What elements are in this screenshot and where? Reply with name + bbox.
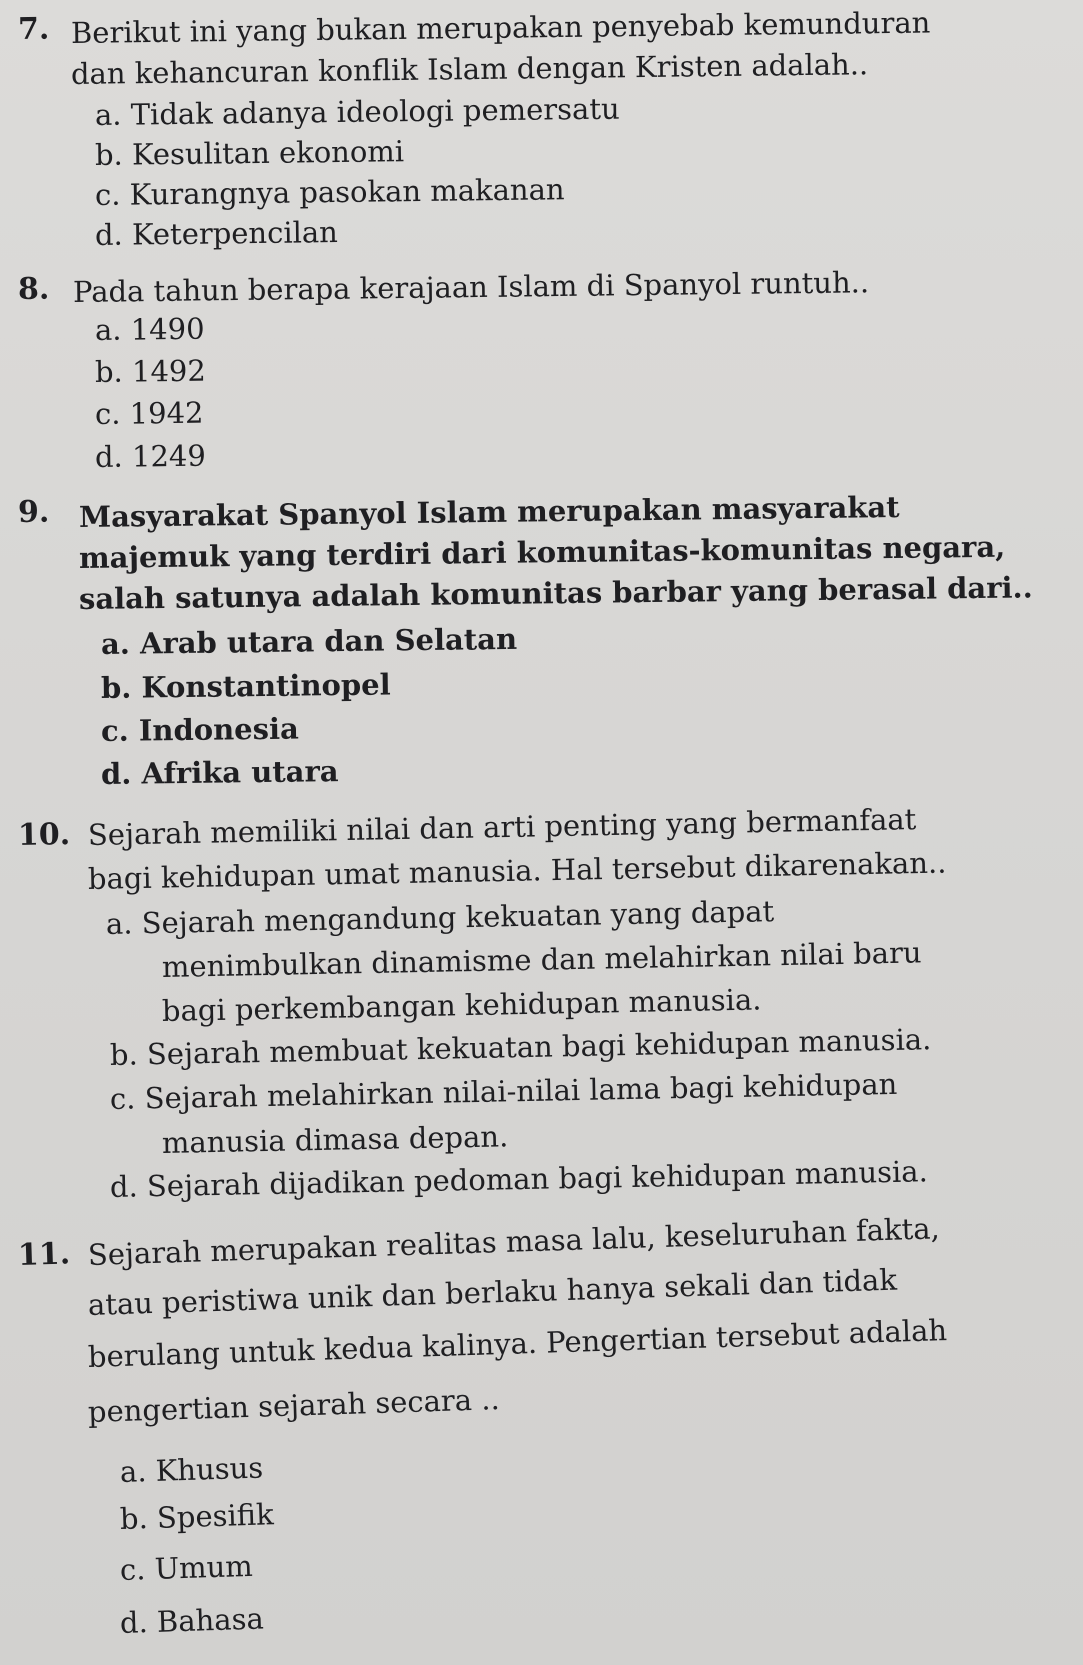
answer-option[interactable]: a. 1490 bbox=[94, 311, 205, 347]
answer-option[interactable]: c. Kurangnya pasokan makanan bbox=[94, 172, 565, 212]
question-text-line bbox=[79, 489, 972, 535]
question-text-line: Sejarah merupakan realitas masa lalu, keseluruhan fakta, bbox=[87, 1211, 941, 1272]
answer-option-continuation: manusia dimasa depan. bbox=[161, 1119, 509, 1160]
answer-option-continuation: menimbulkan dinamisme dan melahirkan nilai baru bbox=[161, 935, 922, 984]
answer-option[interactable]: c. Umum bbox=[119, 1548, 254, 1587]
answer-option[interactable]: b. Kesulitan ekonomi bbox=[94, 134, 405, 172]
question-text-line: pengertian sejarah secara .. bbox=[87, 1382, 501, 1429]
question-text-line: atau peristiwa unik dan berlaku hanya sekali dan tidak bbox=[87, 1262, 898, 1322]
answer-option[interactable]: a. Tidak adanya ideologi pemersatu bbox=[94, 91, 620, 132]
question-number: 9. bbox=[17, 494, 50, 530]
answer-option[interactable]: a. Sejarah mengandung kekuatan yang dapat bbox=[105, 894, 775, 941]
answer-option[interactable]: d. 1249 bbox=[94, 438, 207, 474]
question-number: 10. bbox=[17, 817, 71, 853]
question-text-line: Sejarah memiliki nilai dan arti penting yang bermanfaat bbox=[87, 802, 917, 852]
answer-option[interactable]: b. Sejarah membuat kekuatan bagi kehidupan manusia. bbox=[109, 1022, 932, 1072]
question-text-line: Masyarakat Spanyol Islam merupakan masyarakat bbox=[78, 489, 900, 534]
answer-option[interactable]: a. Khusus bbox=[119, 1450, 264, 1489]
question-text-line: bagi kehidupan umat manusia. Hal tersebut dikarenakan.. bbox=[87, 845, 947, 896]
answer-option[interactable]: b. Konstantinopel bbox=[100, 667, 391, 705]
answer-option[interactable]: a. Arab utara dan Selatan bbox=[100, 621, 518, 661]
answer-option[interactable]: d. Sejarah dijadikan pedoman bagi kehidupan manusia. bbox=[109, 1154, 929, 1204]
answer-option[interactable]: d. Bahasa bbox=[119, 1601, 265, 1640]
question-text-line: berulang untuk kedua kalinya. Pengertian tersebut adalah bbox=[87, 1313, 948, 1374]
answer-option[interactable]: c. Indonesia bbox=[100, 711, 299, 748]
question-text-line: dan kehancuran konflik Islam dengan Kristen adalah.. bbox=[70, 47, 869, 91]
question-text-line: salah satunya adalah komunitas barbar yang berasal dari.. bbox=[78, 570, 1033, 616]
question-number: 11. bbox=[17, 1236, 71, 1273]
answer-option[interactable]: b. 1492 bbox=[94, 353, 207, 389]
question-number: 8. bbox=[17, 271, 50, 307]
answer-option[interactable]: d. Keterpencilan bbox=[94, 215, 339, 252]
answer-option[interactable]: c. Sejarah melahirkan nilai-nilai lama bagi kehidupan bbox=[109, 1066, 898, 1116]
answer-option[interactable]: c. 1942 bbox=[94, 395, 204, 431]
question-text-line: majemuk yang terdiri dari komunitas-komunitas negara, bbox=[78, 529, 1006, 575]
answer-option[interactable]: d. Afrika utara bbox=[100, 754, 339, 791]
question-number: 7. bbox=[17, 11, 50, 47]
question-text-line: Pada tahun berapa kerajaan Islam di Spanyol runtuh.. bbox=[72, 265, 870, 309]
question-text-line: Berikut ini yang bukan merupakan penyebab kemunduran bbox=[70, 5, 931, 50]
answer-option[interactable]: b. Spesifik bbox=[119, 1497, 275, 1536]
answer-option-continuation: bagi perkembangan kehidupan manusia. bbox=[161, 982, 762, 1028]
